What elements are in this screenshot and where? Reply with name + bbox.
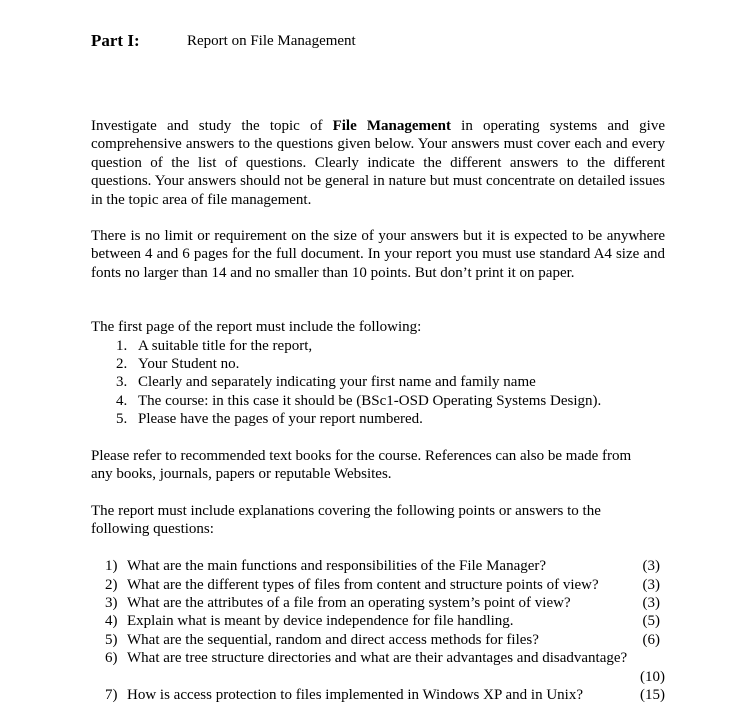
report-title: Report on File Management	[187, 33, 356, 49]
question-marks: (15)	[640, 687, 665, 703]
question-item	[105, 631, 539, 649]
question-text: What are the main functions and responsibilities of the File Manager?	[127, 558, 547, 574]
first-page-intro: The first page of the report must include the following:	[91, 319, 422, 335]
question-item	[105, 594, 571, 612]
first-page-item	[116, 337, 312, 355]
item-number: 3.	[116, 374, 128, 390]
item-text: The course: in this case it should be (BSc1-OSD Operating Systems Design).	[138, 393, 602, 409]
question-text: What are tree structure directories and what are their advantages and disadvantage?	[127, 650, 628, 666]
question-number: 4)	[105, 613, 118, 629]
question-number: 5)	[105, 632, 118, 648]
item-text: A suitable title for the report,	[138, 338, 313, 354]
question-marks: (6)	[642, 632, 660, 648]
question-item	[105, 686, 583, 704]
item-text: Clearly and separately indicating your first name and family name	[138, 374, 536, 390]
size-paragraph: There is no limit or requirement on the size of your answers but it is expected to be anywhere between 4 and 6 pages for the full document. In your report you must use standard A4 size and fonts no larger than 14 and no smaller than 10 points. But don’t print it on paper.	[91, 228, 665, 281]
question-text: Explain what is meant by device independence for file handling.	[127, 613, 514, 629]
question-text: What are the sequential, random and direct access methods for files?	[127, 632, 539, 648]
question-item	[105, 649, 627, 667]
references-paragraph: Please refer to recommended text books for the course. References can also be made from any books, journals, papers or reputable Websites.	[91, 448, 632, 483]
questions-intro: The report must include explanations covering the following points or answers to the following questions:	[91, 503, 601, 538]
first-page-item	[116, 355, 239, 373]
question-number: 2)	[105, 577, 118, 593]
item-text: Please have the pages of your report numbered.	[138, 411, 423, 427]
first-page-item	[116, 373, 536, 391]
first-page-item	[116, 410, 423, 428]
question-text: What are the different types of files from content and structure points of view?	[127, 577, 599, 593]
first-page-item	[116, 392, 601, 410]
question-text: What are the attributes of a file from an operating system’s point of view?	[127, 595, 571, 611]
intro-text-before: Investigate and study the topic of	[91, 118, 333, 134]
question-text: How is access protection to files implemented in Windows XP and in Unix?	[127, 687, 583, 703]
question-marks: (3)	[642, 558, 660, 574]
part-heading: Part I:	[91, 31, 140, 50]
intro-paragraph	[91, 117, 665, 209]
question-marks: (10)	[640, 669, 665, 685]
question-marks: (3)	[642, 595, 660, 611]
item-number: 2.	[116, 356, 128, 372]
intro-bold-topic: File Management	[332, 118, 452, 134]
question-marks: (5)	[642, 613, 660, 629]
item-text: Your Student no.	[138, 356, 240, 372]
question-item	[105, 557, 546, 575]
question-item	[105, 612, 514, 630]
item-number: 1.	[116, 338, 128, 354]
intro-text-after: in operating systems and give comprehensive answers to the questions given below. Your answers must cover each and every question of the list of questions. Clearly indicate the different answers to the different questions. Your answers should not be general in nature but must concentrate on detailed issues in the topic area of file management.	[91, 118, 665, 208]
question-number: 6)	[105, 650, 118, 666]
question-number: 3)	[105, 595, 118, 611]
question-marks: (3)	[642, 577, 660, 593]
question-number: 7)	[105, 687, 118, 703]
question-item	[105, 576, 599, 594]
item-number: 4.	[116, 393, 128, 409]
question-number: 1)	[105, 558, 118, 574]
item-number: 5.	[116, 411, 128, 427]
